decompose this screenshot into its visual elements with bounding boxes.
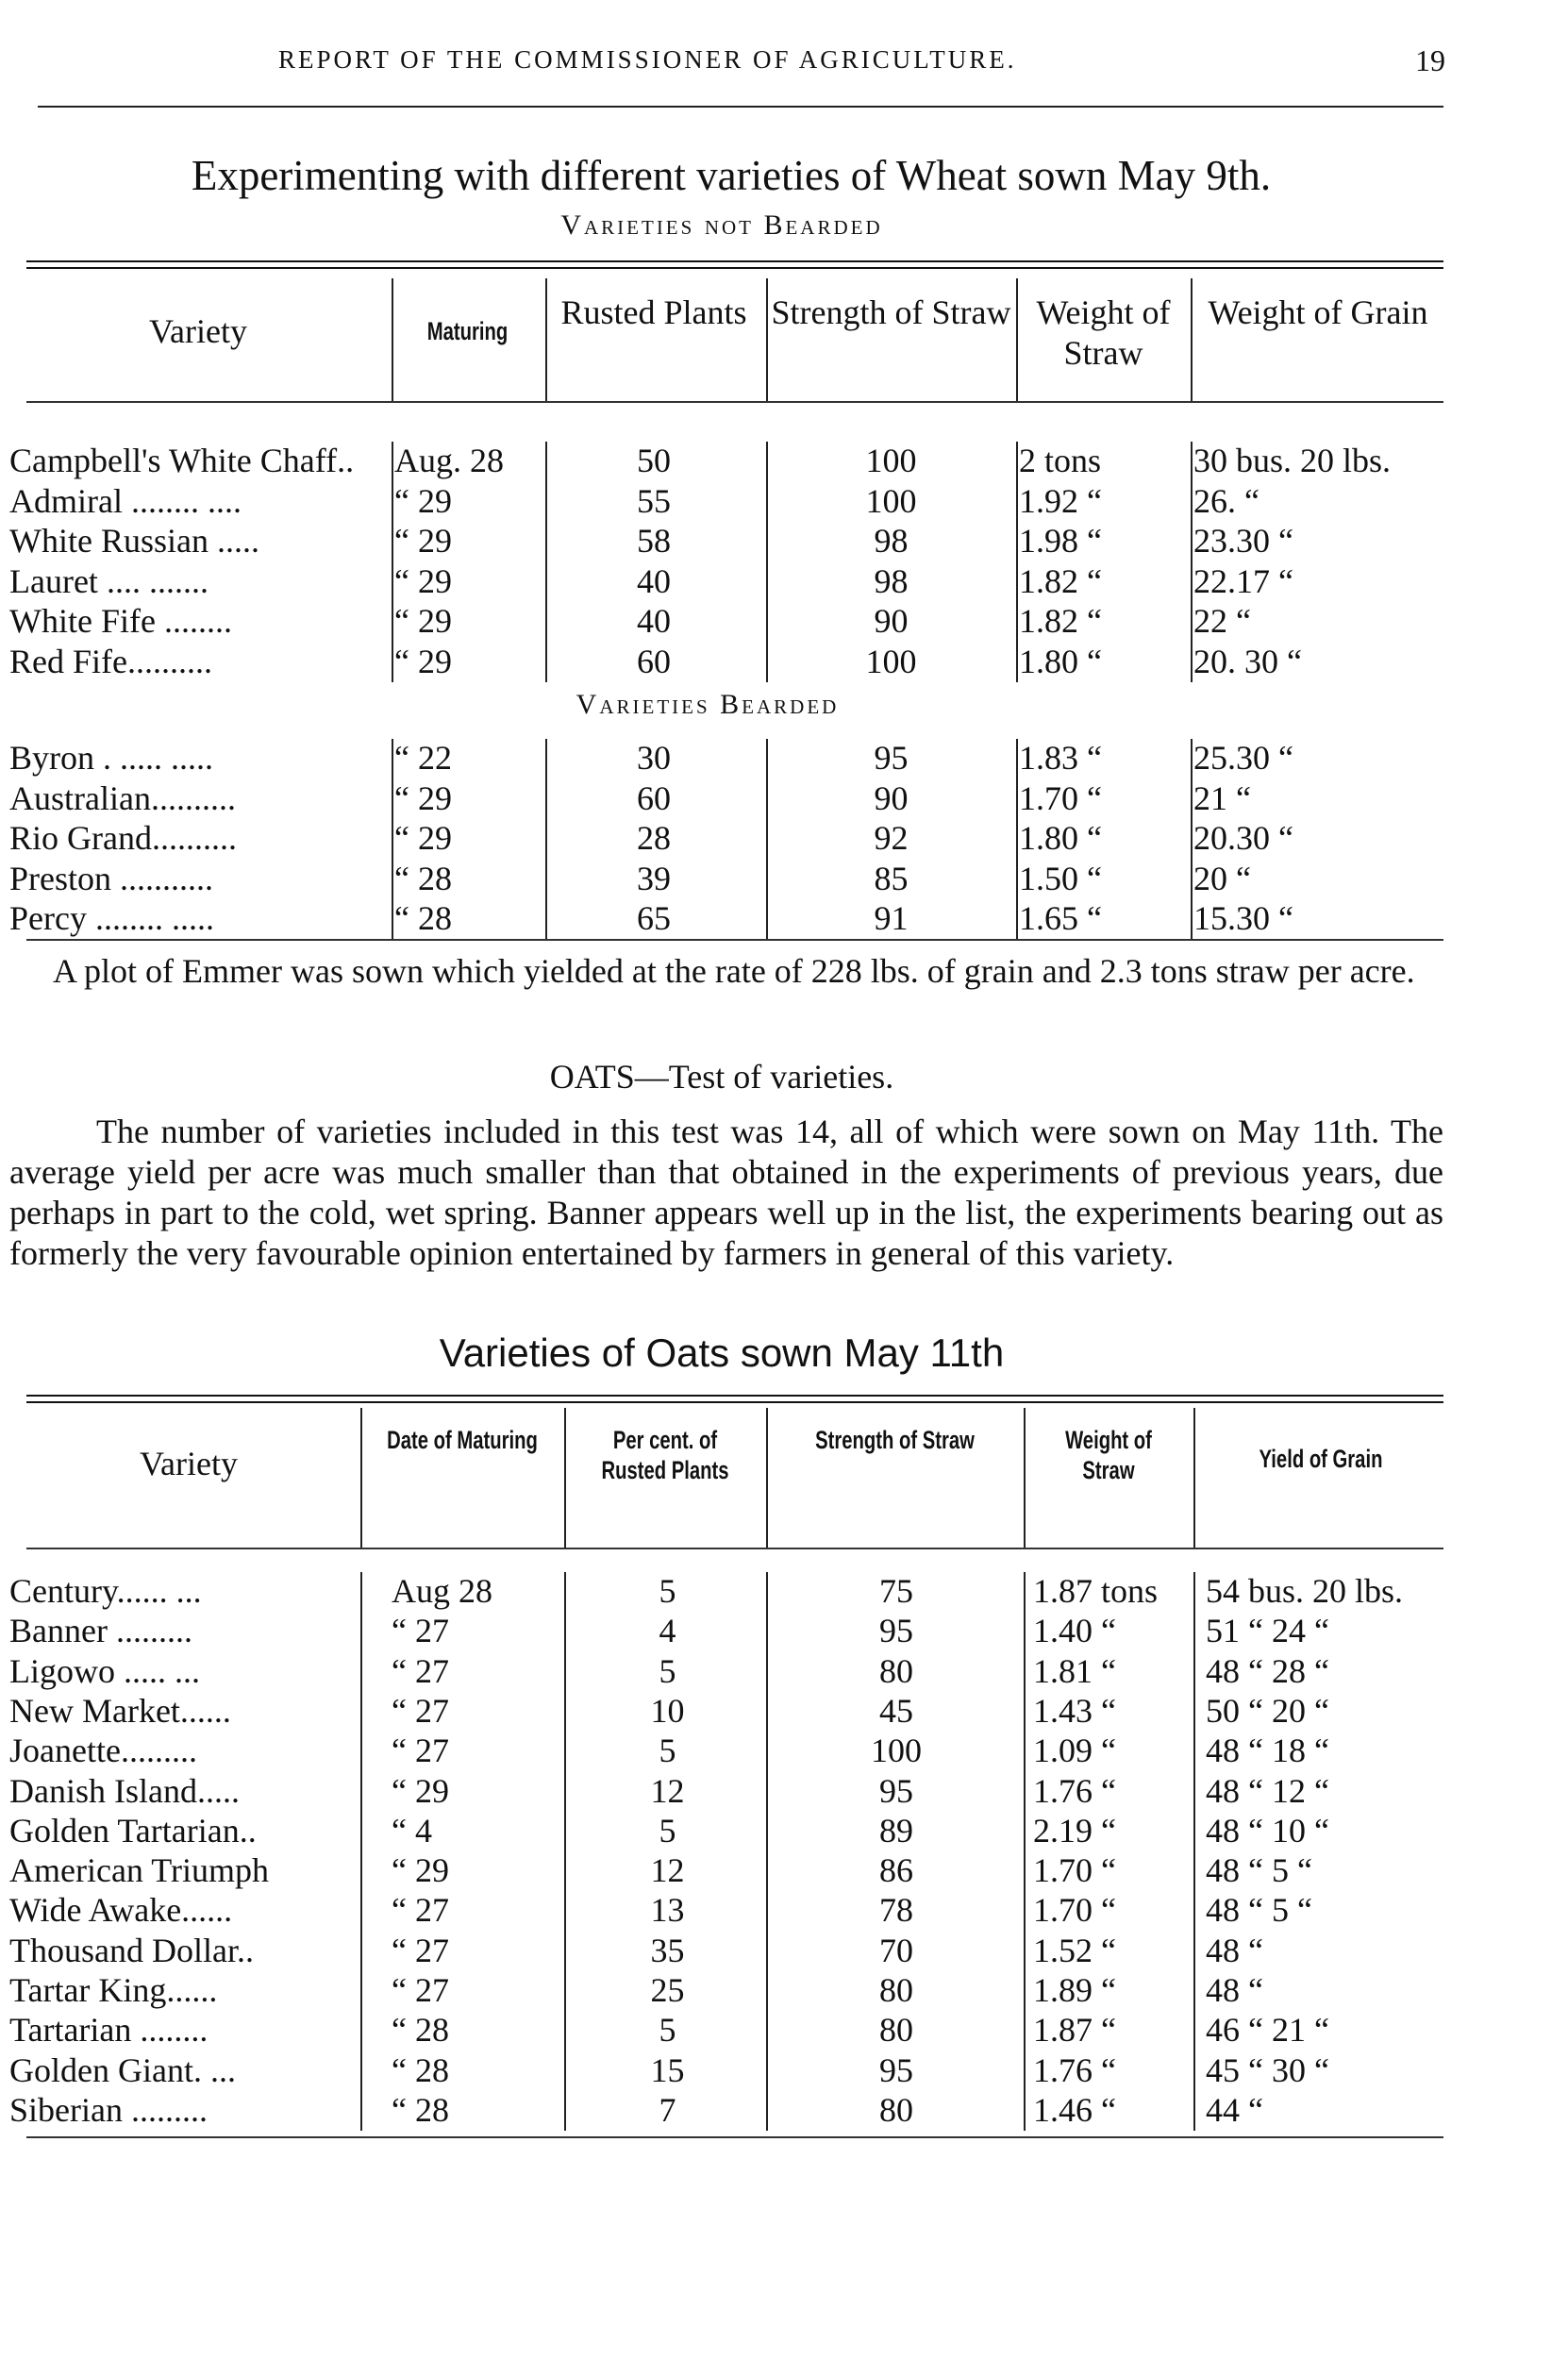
oats-header-divider	[1193, 1408, 1195, 1548]
wheat-column-divider	[1016, 442, 1018, 682]
oats-cell-rusted: 25	[650, 1971, 685, 2009]
oats-cell-rusted: 5	[659, 1812, 676, 1850]
wheat-cell-maturing: “ 29	[394, 602, 452, 640]
oats-cell-maturing: “ 29	[392, 1772, 449, 1810]
wheat-cell-strength: 92	[874, 819, 909, 857]
wheat-cell-maturing: “ 29	[394, 643, 452, 680]
wheat-cell-wgrain: 20. 30 “	[1193, 643, 1302, 680]
oats-cell-yield: 50 “ 20 “	[1206, 1692, 1329, 1730]
wheat-table-top-rule	[26, 260, 1443, 269]
wheat-column-divider	[392, 739, 393, 940]
wheat-col-header: Weight of Grain	[1208, 293, 1428, 331]
oats-cell-rusted: 5	[659, 1652, 676, 1690]
wheat-cell-variety: Byron . ..... .....	[9, 739, 213, 777]
wheat-header-divider	[392, 278, 393, 401]
oats-cell-wstraw: 1.81 “	[1033, 1652, 1116, 1690]
oats-cell-yield: 44 “	[1206, 2091, 1263, 2129]
oats-cell-variety: Joanette.........	[9, 1732, 197, 1769]
wheat-cell-wgrain: 15.30 “	[1193, 899, 1293, 937]
oats-col-header: Date of Maturing	[387, 1426, 538, 1454]
oats-cell-rusted: 13	[650, 1891, 685, 1929]
wheat-cell-wstraw: 1.82 “	[1019, 602, 1102, 640]
wheat-cell-strength: 98	[874, 522, 909, 560]
page-number: 19	[1415, 43, 1445, 77]
oats-cell-maturing: “ 27	[392, 1971, 449, 2009]
wheat-cell-rusted: 65	[637, 899, 671, 937]
wheat-cell-wstraw: 2 tons	[1019, 442, 1102, 479]
oats-cell-variety: Ligowo ..... ...	[9, 1652, 200, 1690]
wheat-cell-variety: White Fife ........	[9, 602, 232, 640]
oats-header-divider	[360, 1408, 362, 1548]
oats-cell-strength: 100	[871, 1732, 922, 1769]
running-title: REPORT OF THE COMMISSIONER OF AGRICULTURE.	[278, 45, 1017, 74]
wheat-cell-wstraw: 1.65 “	[1019, 899, 1102, 937]
oats-cell-strength: 95	[879, 2051, 913, 2089]
oats-cell-maturing: “ 27	[392, 1732, 449, 1769]
oats-cell-wstraw: 1.70 “	[1033, 1891, 1116, 1929]
wheat-cell-variety: Red Fife..........	[9, 643, 212, 680]
wheat-cell-variety: Admiral ........ ....	[9, 482, 242, 520]
oats-cell-maturing: “ 27	[392, 1692, 449, 1730]
oats-cell-rusted: 15	[650, 2051, 685, 2089]
oats-cell-maturing: “ 27	[392, 1612, 449, 1649]
wheat-header-rule	[26, 401, 1443, 403]
wheat-cell-variety: Percy ........ .....	[9, 899, 214, 937]
oats-header-divider	[766, 1408, 768, 1548]
oats-cell-variety: Danish Island.....	[9, 1772, 240, 1810]
wheat-column-divider	[545, 442, 547, 682]
wheat-cell-maturing: “ 29	[394, 562, 452, 600]
oats-col-header: Variety	[140, 1445, 238, 1482]
wheat-cell-strength: 98	[874, 562, 909, 600]
oats-cell-wstraw: 1.09 “	[1033, 1732, 1116, 1769]
wheat-cell-maturing: “ 29	[394, 522, 452, 560]
wheat-cell-wgrain: 26. “	[1193, 482, 1259, 520]
wheat-table-bottom-rule	[26, 939, 1443, 941]
oats-cell-variety: Tartar King......	[9, 1971, 218, 2009]
wheat-cell-rusted: 40	[637, 602, 671, 640]
oats-cell-yield: 48 “ 5 “	[1206, 1851, 1312, 1889]
oats-cell-maturing: “ 28	[392, 2011, 449, 2049]
running-head	[0, 45, 1568, 83]
oats-cell-yield: 48 “	[1206, 1971, 1263, 2009]
oats-table-top-rule	[26, 1395, 1443, 1403]
oats-cell-yield: 48 “ 5 “	[1206, 1891, 1312, 1929]
wheat-column-divider	[1016, 739, 1018, 940]
wheat-cell-variety: Rio Grand..........	[9, 819, 237, 857]
oats-column-divider	[766, 1572, 768, 2131]
oats-cell-variety: Golden Tartarian..	[9, 1812, 257, 1850]
oats-cell-rusted: 4	[659, 1612, 676, 1649]
wheat-cell-wgrain: 20 “	[1193, 860, 1251, 897]
oats-cell-yield: 48 “ 12 “	[1206, 1772, 1329, 1810]
oats-cell-strength: 78	[879, 1891, 913, 1929]
oats-cell-strength: 86	[879, 1851, 913, 1889]
wheat-cell-maturing: “ 28	[394, 899, 452, 937]
oats-cell-yield: 45 “ 30 “	[1206, 2051, 1329, 2089]
emmer-note: A plot of Emmer was sown which yielded at the rate of 228 lbs. of grain and 2.3 tons straw per acre.	[53, 952, 1415, 990]
wheat-cell-rusted: 58	[637, 522, 671, 560]
wheat-cell-variety: Australian..........	[9, 779, 236, 817]
oats-cell-wstraw: 1.52 “	[1033, 1932, 1116, 1969]
wheat-cell-wgrain: 25.30 “	[1193, 739, 1293, 777]
oats-column-divider	[564, 1572, 566, 2131]
oats-cell-wstraw: 2.19 “	[1033, 1812, 1116, 1850]
oats-cell-yield: 48 “ 18 “	[1206, 1732, 1329, 1769]
oats-cell-rusted: 10	[650, 1692, 685, 1730]
wheat-cell-rusted: 50	[637, 442, 671, 479]
oats-cell-strength: 75	[879, 1572, 913, 1610]
oats-cell-maturing: “ 27	[392, 1891, 449, 1929]
wheat-header-divider	[1191, 278, 1193, 401]
oats-cell-wstraw: 1.43 “	[1033, 1692, 1116, 1730]
oats-cell-rusted: 12	[650, 1772, 685, 1810]
oats-cell-maturing: “ 4	[392, 1812, 432, 1850]
oats-paragraph: The number of varieties included in this test was 14, all of which were sown on May 11th. The average yield per acre was much smaller than that obtained in the experiments of previous years, due perhaps in part to the cold, wet spring. Banner appears well up in the list, the experiments bearing out as formerly the very favourable opinion entertained by farmers in general of this variety.	[9, 1113, 1443, 1272]
wheat-column-divider	[1191, 442, 1193, 682]
wheat-col-header: Weight of Straw	[1036, 293, 1171, 373]
wheat-header-divider	[1016, 278, 1018, 401]
oats-heading: OATS—Test of varieties.	[549, 1058, 894, 1096]
oats-cell-strength: 95	[879, 1612, 913, 1649]
oats-cell-maturing: “ 27	[392, 1932, 449, 1969]
oats-cell-variety: Century...... ...	[9, 1572, 202, 1610]
oats-cell-yield: 54 bus. 20 lbs.	[1206, 1572, 1404, 1610]
wheat-subcaption-bearded: Varieties Bearded	[575, 689, 840, 720]
oats-cell-strength: 80	[879, 2011, 913, 2049]
wheat-cell-strength: 100	[865, 442, 917, 479]
wheat-header-divider	[766, 278, 768, 401]
oats-cell-maturing: “ 28	[392, 2051, 449, 2089]
wheat-column-divider	[1191, 739, 1193, 940]
wheat-cell-maturing: “ 29	[394, 482, 452, 520]
oats-cell-rusted: 5	[659, 1732, 676, 1769]
wheat-cell-maturing: “ 29	[394, 779, 452, 817]
wheat-col-header: Rusted Plants	[560, 293, 747, 331]
oats-cell-wstraw: 1.87 tons	[1033, 1572, 1159, 1610]
oats-cell-variety: Golden Giant. ...	[9, 2051, 236, 2089]
wheat-cell-maturing: “ 29	[394, 819, 452, 857]
wheat-cell-rusted: 55	[637, 482, 671, 520]
oats-header-divider	[564, 1408, 566, 1548]
wheat-cell-wgrain: 23.30 “	[1193, 522, 1293, 560]
oats-cell-strength: 70	[879, 1932, 913, 1969]
oats-col-header: Strength of Straw	[815, 1426, 975, 1454]
wheat-cell-wgrain: 21 “	[1193, 779, 1251, 817]
oats-cell-yield: 48 “ 28 “	[1206, 1652, 1329, 1690]
wheat-cell-rusted: 60	[637, 779, 671, 817]
wheat-cell-variety: Preston ...........	[9, 860, 213, 897]
wheat-column-divider	[766, 442, 768, 682]
wheat-cell-wgrain: 22.17 “	[1193, 562, 1293, 600]
wheat-cell-strength: 91	[874, 899, 909, 937]
oats-cell-variety: Banner .........	[9, 1612, 192, 1649]
oats-cell-variety: Thousand Dollar..	[9, 1932, 254, 1969]
wheat-cell-strength: 95	[874, 739, 909, 777]
oats-cell-yield: 48 “ 10 “	[1206, 1812, 1329, 1850]
wheat-cell-wgrain: 30 bus. 20 lbs.	[1193, 442, 1392, 479]
wheat-column-divider	[766, 739, 768, 940]
oats-cell-wstraw: 1.40 “	[1033, 1612, 1116, 1649]
oats-cell-strength: 80	[879, 1971, 913, 2009]
wheat-cell-rusted: 30	[637, 739, 671, 777]
wheat-col-header: Variety	[149, 312, 247, 350]
wheat-cell-strength: 100	[865, 482, 917, 520]
oats-cell-variety: Siberian .........	[9, 2091, 208, 2129]
oats-cell-yield: 48 “	[1206, 1932, 1263, 1969]
wheat-column-divider	[392, 442, 393, 682]
header-rule	[38, 106, 1443, 108]
oats-cell-variety: American Triumph	[9, 1851, 269, 1889]
oats-column-divider	[360, 1572, 362, 2131]
oats-cell-rusted: 5	[659, 2011, 676, 2049]
oats-cell-rusted: 5	[659, 1572, 676, 1610]
oats-cell-wstraw: 1.46 “	[1033, 2091, 1116, 2129]
oats-cell-wstraw: 1.89 “	[1033, 1971, 1116, 2009]
oats-cell-wstraw: 1.70 “	[1033, 1851, 1116, 1889]
oats-cell-variety: Wide Awake......	[9, 1891, 233, 1929]
oats-col-header: Weight of Straw	[1065, 1426, 1152, 1485]
wheat-column-divider	[545, 739, 547, 940]
wheat-cell-variety: White Russian .....	[9, 522, 259, 560]
wheat-cell-variety: Lauret .... .......	[9, 562, 209, 600]
wheat-cell-strength: 100	[865, 643, 917, 680]
wheat-cell-maturing: “ 28	[394, 860, 452, 897]
oats-header-divider	[1024, 1408, 1026, 1548]
wheat-cell-strength: 90	[874, 779, 909, 817]
oats-cell-maturing: “ 28	[392, 2091, 449, 2129]
wheat-cell-wstraw: 1.80 “	[1019, 819, 1102, 857]
wheat-cell-rusted: 28	[637, 819, 671, 857]
wheat-cell-rusted: 39	[637, 860, 671, 897]
oats-cell-maturing: “ 29	[392, 1851, 449, 1889]
wheat-cell-maturing: Aug. 28	[394, 442, 504, 479]
oats-cell-strength: 95	[879, 1772, 913, 1810]
oats-column-divider	[1024, 1572, 1026, 2131]
oats-cell-strength: 89	[879, 1812, 913, 1850]
oats-column-divider	[1193, 1572, 1195, 2131]
wheat-cell-strength: 90	[874, 602, 909, 640]
wheat-col-header: Strength of Straw	[771, 293, 1011, 331]
wheat-subcaption-not-bearded: Varieties not Bearded	[560, 209, 883, 241]
oats-cell-strength: 80	[879, 1652, 913, 1690]
wheat-cell-wstraw: 1.50 “	[1019, 860, 1102, 897]
wheat-table-caption: Experimenting with different varieties of Wheat sown May 9th.	[191, 152, 1272, 199]
oats-cell-yield: 51 “ 24 “	[1206, 1612, 1329, 1649]
wheat-cell-rusted: 60	[637, 643, 671, 680]
oats-cell-maturing: “ 27	[392, 1652, 449, 1690]
wheat-cell-strength: 85	[874, 860, 909, 897]
oats-cell-wstraw: 1.87 “	[1033, 2011, 1116, 2049]
oats-cell-strength: 80	[879, 2091, 913, 2129]
wheat-cell-variety: Campbell's White Chaff..	[9, 442, 355, 479]
oats-cell-rusted: 12	[650, 1851, 685, 1889]
oats-header-rule	[26, 1548, 1443, 1549]
wheat-header-divider	[545, 278, 547, 401]
wheat-cell-wstraw: 1.98 “	[1019, 522, 1102, 560]
oats-col-header: Yield of Grain	[1259, 1445, 1383, 1473]
oats-cell-variety: Tartarian ........	[9, 2011, 209, 2049]
oats-cell-variety: New Market......	[9, 1692, 231, 1730]
wheat-cell-wgrain: 22 “	[1193, 602, 1251, 640]
wheat-cell-wstraw: 1.80 “	[1019, 643, 1102, 680]
oats-col-header: Per cent. of Rusted Plants	[601, 1426, 729, 1485]
wheat-cell-maturing: “ 22	[394, 739, 452, 777]
oats-cell-wstraw: 1.76 “	[1033, 2051, 1116, 2089]
oats-cell-maturing: Aug 28	[392, 1572, 492, 1610]
wheat-cell-rusted: 40	[637, 562, 671, 600]
oats-cell-rusted: 35	[650, 1932, 685, 1969]
oats-cell-strength: 45	[879, 1692, 913, 1730]
oats-cell-wstraw: 1.76 “	[1033, 1772, 1116, 1810]
wheat-cell-wstraw: 1.83 “	[1019, 739, 1102, 777]
oats-cell-yield: 46 “ 21 “	[1206, 2011, 1329, 2049]
wheat-cell-wgrain: 20.30 “	[1193, 819, 1293, 857]
wheat-cell-wstraw: 1.82 “	[1019, 562, 1102, 600]
wheat-cell-wstraw: 1.92 “	[1019, 482, 1102, 520]
wheat-cell-wstraw: 1.70 “	[1019, 779, 1102, 817]
oats-cell-rusted: 7	[659, 2091, 676, 2129]
wheat-col-header: Maturing	[426, 317, 509, 345]
oats-table-caption: Varieties of Oats sown May 11th	[439, 1331, 1005, 1375]
oats-table-bottom-rule	[26, 2136, 1443, 2138]
